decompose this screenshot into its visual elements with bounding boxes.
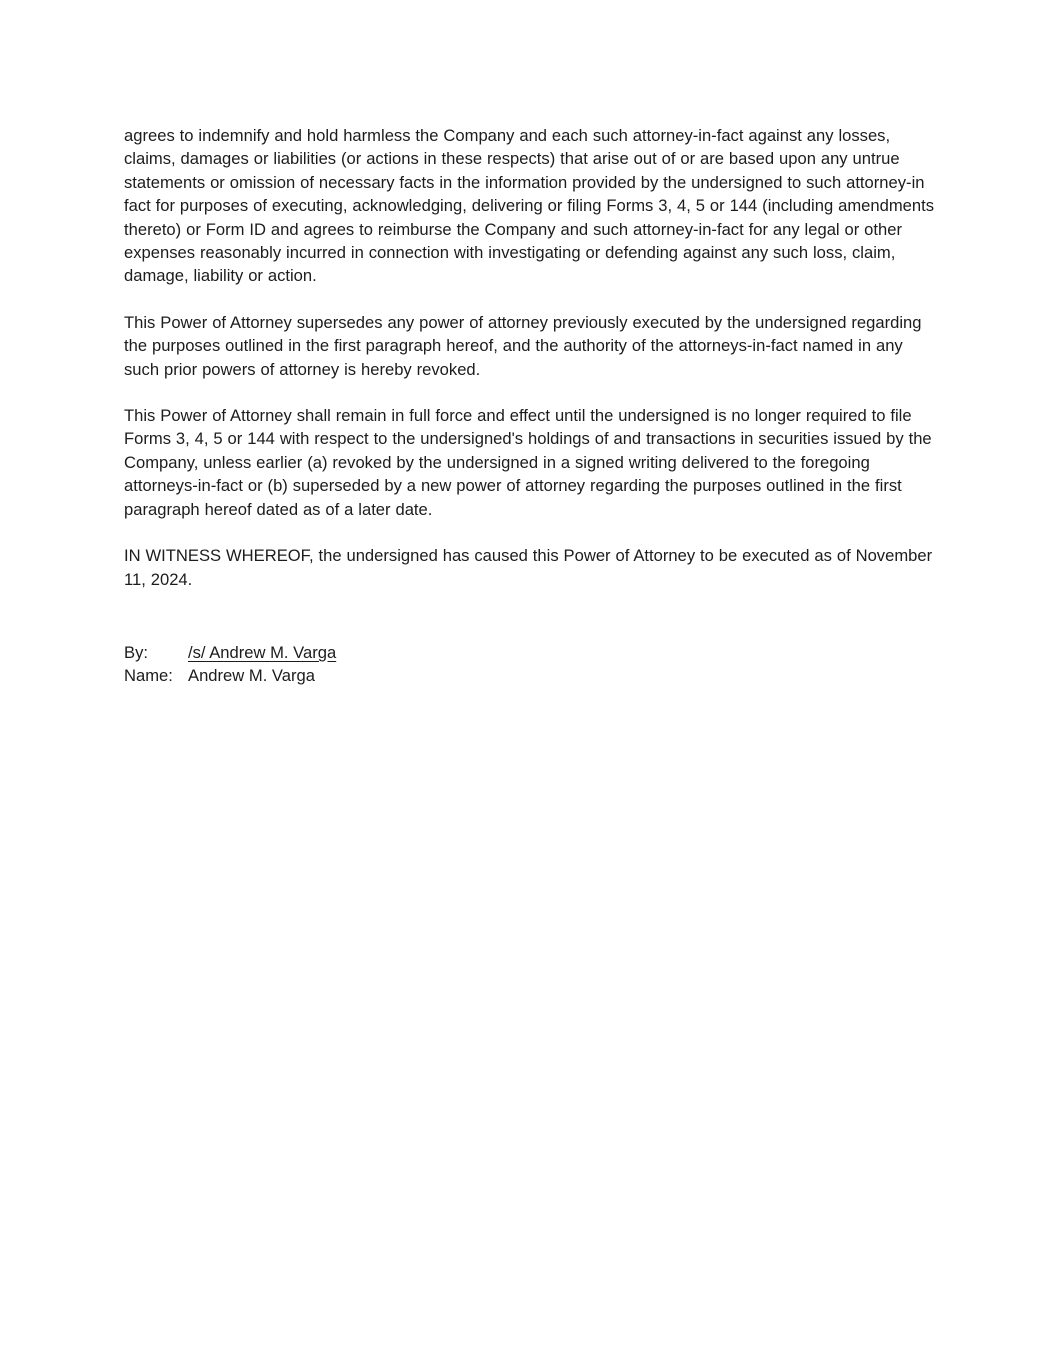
name-label: Name: [124, 666, 173, 686]
paragraph-supersedes-prior-poa: This Power of Attorney supersedes any power of attorney previously executed by the undersigned regarding the purposes outlined in the first paragraph hereof, and the authority of the attorneys-in-fact named in any such prior powers of attorney is hereby revoked. [124, 312, 922, 379]
signature-by-row [124, 641, 939, 664]
paragraph-in-witness-whereof: IN WITNESS WHEREOF, the undersigned has caused this Power of Attorney to be executed as of November 11, 2024. [124, 546, 933, 589]
signature-name-row [124, 664, 939, 687]
paragraph-indemnification: agrees to indemnify and hold harmless the Company and each such attorney-in-fact against any losses, claims, damages or liabilities (or actions in these respects) that arise out of or are based upon any untrue statements or omission of necessary facts in the information provided by the undersigned to such attorney-in fact for purposes of executing, acknowledging, delivering or filing Forms 3, 4, 5 or 144 (including amendments thereto) or Form ID and agrees to reimburse the Company and such attorney-in-fact for any legal or other expenses reasonably incurred in connection with investigating or defending against any such loss, claim, damage, liability or action. [124, 126, 935, 286]
signature-name-value: Andrew M. Varga [188, 666, 315, 686]
paragraph-duration-and-revocation: This Power of Attorney shall remain in full force and effect until the undersigned is no longer required to file Forms 3, 4, 5 or 144 with respect to the undersigned's holdings of and transactions in securities issued by the Company, unless earlier (a) revoked by the undersigned in a signed writing delivered to the foregoing attorneys-in-fact or (b) superseded by a new power of attorney regarding the purposes outlined in the first paragraph hereof dated as of a later date. [124, 406, 932, 519]
signature-text: /s/ Andrew M. Varga [188, 642, 337, 662]
by-label: By: [124, 642, 148, 662]
signature-block [124, 641, 939, 688]
